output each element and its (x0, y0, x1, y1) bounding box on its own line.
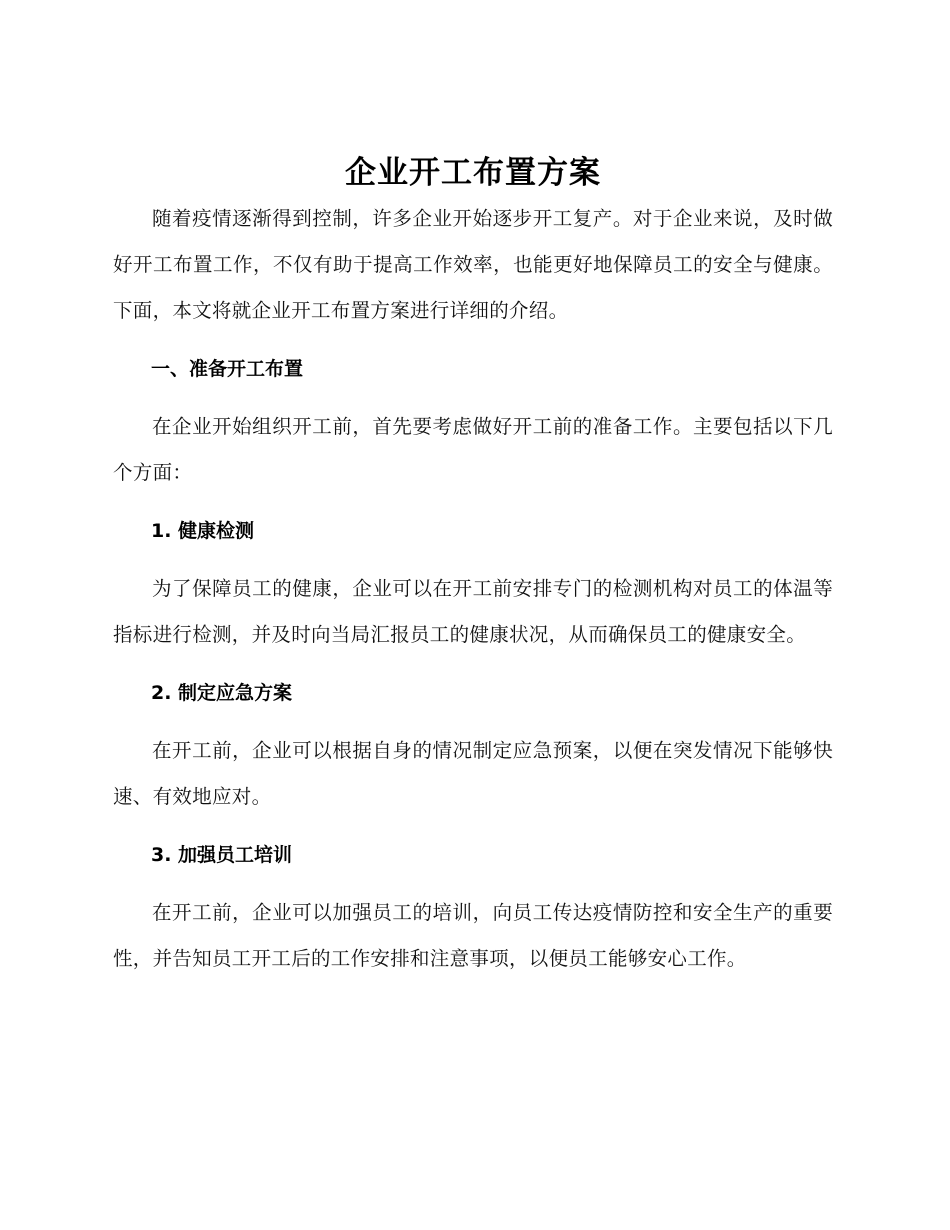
section-heading-preparation: 一、准备开工布置 (151, 358, 304, 380)
item-heading-health-check: 1. 健康检测 (151, 520, 255, 542)
section-paragraph-preparation: 在企业开始组织开工前，首先要考虑做好开工前的准备工作。主要包括以下几个方面： (113, 415, 833, 484)
spacer (113, 658, 833, 670)
document-title: 企业开工布置方案 (345, 155, 601, 191)
document-page (113, 150, 833, 982)
spacer (113, 392, 833, 404)
spacer (113, 496, 833, 508)
item-heading-staff-training: 3. 加强员工培训 (151, 844, 293, 866)
item-paragraph-health-check: 为了保障员工的健康，企业可以在开工前安排专门的检测机构对员工的体温等指标进行检测，并及时向当局汇报员工的健康状况，从而确保员工的健康安全。 (113, 577, 833, 646)
spacer (113, 334, 833, 346)
item-heading-emergency-plan: 2. 制定应急方案 (151, 682, 293, 704)
spacer (113, 554, 833, 566)
item-paragraph-emergency-plan: 在开工前，企业可以根据自身的情况制定应急预案，以便在突发情况下能够快速、有效地应对。 (113, 739, 833, 808)
item-paragraph-staff-training: 在开工前，企业可以加强员工的培训，向员工传达疫情防控和安全生产的重要性，并告知员工开工后的工作安排和注意事项，以便员工能够安心工作。 (113, 901, 833, 970)
intro-paragraph: 随着疫情逐渐得到控制，许多企业开始逐步开工复产。对于企业来说，及时做好开工布置工作，不仅有助于提高工作效率，也能更好地保障员工的安全与健康。下面，本文将就企业开工布置方案进行详细的介绍。 (113, 207, 833, 322)
spacer (113, 716, 833, 728)
spacer (113, 820, 833, 832)
spacer (113, 878, 833, 890)
